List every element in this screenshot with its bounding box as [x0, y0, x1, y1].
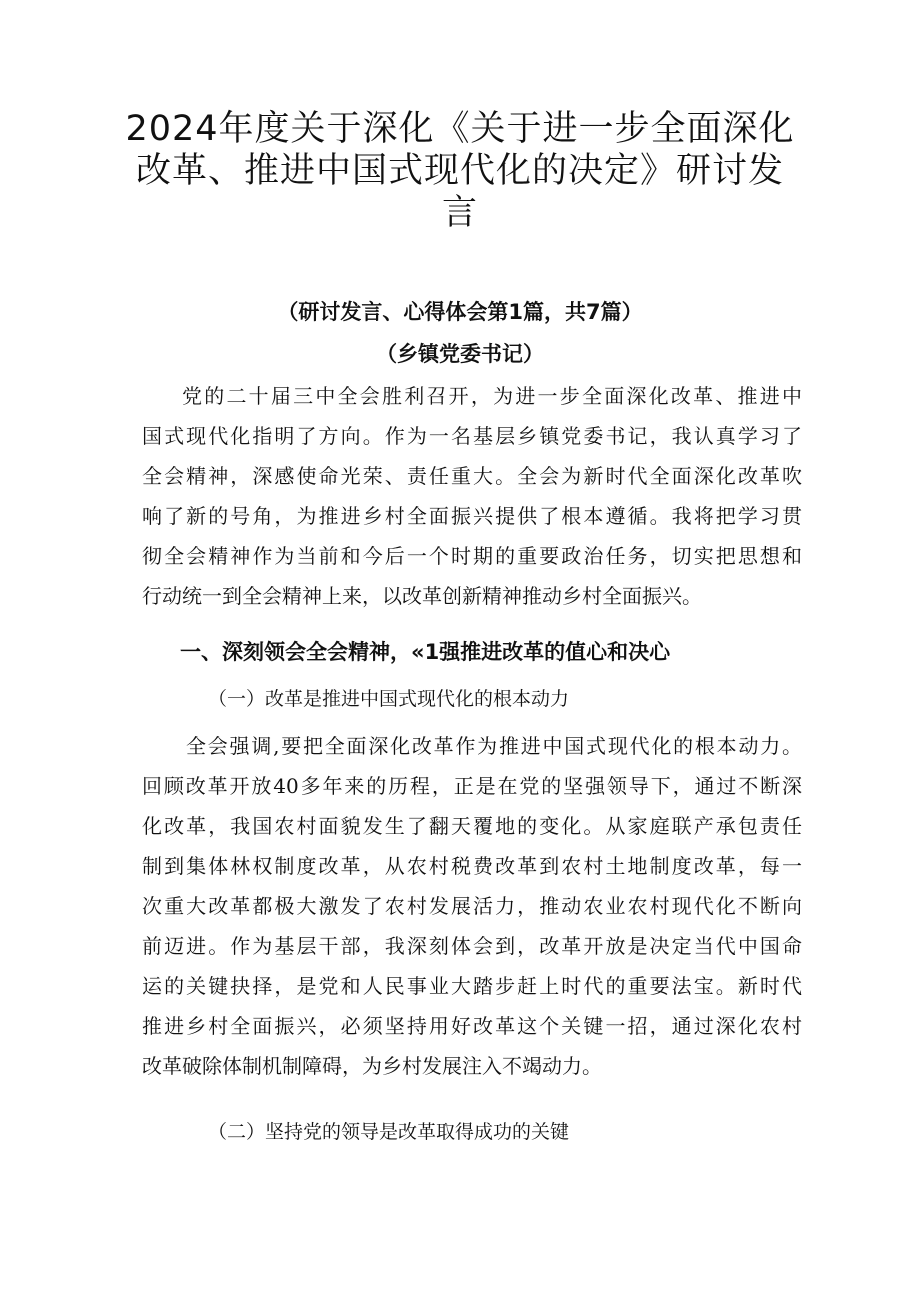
paragraph-line: 改革破除体制机制障碍，为乡村发展注入不竭动力。	[142, 1054, 602, 1078]
title-line: 言	[441, 193, 478, 233]
paragraph-reform	[142, 726, 802, 1086]
paragraph-intro	[142, 376, 802, 616]
paragraph-line: 全会精神，深感使命光荣、责任重大。全会为新时代全面深化改革吹	[142, 464, 802, 488]
paragraph-line: 制到集体林权制度改革，从农村税费改革到农村土地制度改革，每一	[142, 854, 802, 878]
author-role: （乡镇党委书记）	[376, 342, 544, 366]
title-line: 改革、推进中国式现代化的决定》研讨发	[135, 151, 784, 191]
paragraph-line: 党的二十届三中全会胜利召开，为进一步全面深化改革、推进中	[182, 384, 802, 408]
document-title	[120, 108, 800, 234]
paragraph-line: 彻全会精神作为当前和今后一个时期的重要政治任务，切实把思想和	[142, 544, 802, 568]
subsection-heading-1: （一）改革是推进中国式现代化的根本动力	[208, 688, 570, 710]
document-subtitle: （研讨发言、心得体会第1篇，共7篇）	[277, 300, 643, 324]
subsection-heading-2: （二）坚持党的领导是改革取得成功的关键	[208, 1121, 570, 1143]
paragraph-line: 行动统一到全会精神上来，以改革创新精神推动乡村全面振兴。	[142, 584, 702, 608]
paragraph-line: 运的关键抉择，是党和人民事业大踏步赶上时代的重要法宝。新时代	[142, 974, 802, 998]
paragraph-line: 前迈进。作为基层干部，我深刻体会到，改革开放是决定当代中国命	[142, 934, 802, 958]
title-line: 2024年度关于深化《关于进一步全面深化	[125, 109, 795, 149]
paragraph-line: 响了新的号角，为推进乡村全面振兴提供了根本遵循。我将把学习贯	[142, 504, 802, 528]
paragraph-line: 次重大改革都极大激发了农村发展活力，推动农业农村现代化不断向	[142, 894, 802, 918]
section-heading-1: 一、深刻领会全会精神，«1强推进改革的值心和决心	[180, 640, 671, 664]
paragraph-line: 回顾改革开放40多年来的历程，正是在党的坚强领导下，通过不断深	[142, 774, 802, 798]
paragraph-line: 国式现代化指明了方向。作为一名基层乡镇党委书记，我认真学习了	[142, 424, 802, 448]
paragraph-line: 化改革，我国农村面貌发生了翻天覆地的变化。从家庭联产承包责任	[142, 814, 802, 838]
paragraph-line: 推进乡村全面振兴，必须坚持用好改革这个关键一招，通过深化农村	[142, 1014, 802, 1038]
paragraph-line: 全会强调,要把全面深化改革作为推进中国式现代化的根本动力。	[186, 734, 802, 758]
